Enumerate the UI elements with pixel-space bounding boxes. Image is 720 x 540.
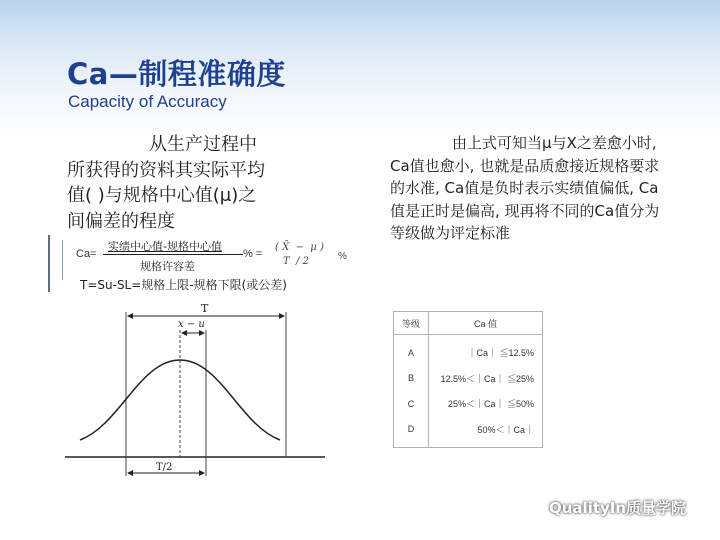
t-label: T: [201, 302, 209, 315]
half-t-label: T/2: [156, 462, 173, 473]
slide-subtitle: Capacity of Accuracy: [68, 92, 227, 111]
grade-cell: D: [394, 417, 429, 448]
slide-title: Ca—制程准确度: [67, 57, 286, 91]
watermark-text: QualityIn质量学院: [549, 498, 687, 517]
formula-numerator: 实绩中心值-规格中心值: [108, 240, 222, 253]
table-row: [394, 366, 543, 392]
formula-frac-top: ( X̄ − μ ): [275, 242, 324, 253]
table-row: [394, 417, 543, 448]
tolerance-definition: T=Su-SL=规格上限-规格下限(或公差): [80, 278, 287, 292]
left-accent-bar-thin: [62, 240, 63, 280]
grade-cell: B: [394, 366, 429, 392]
header-ca-value: Ca 值: [429, 312, 543, 335]
range-cell: 12.5%＜｜Ca｜ ≦25%: [440, 373, 534, 384]
table-row: [394, 391, 543, 417]
left-paragraph: 从生产过程中所获得的资料其实际平均值( )与规格中心值(μ)之间偏差的程度: [67, 134, 265, 232]
ca-grade-table: [393, 311, 543, 448]
table-row: [394, 335, 543, 366]
left-accent-bar: [48, 235, 50, 292]
range-cell: 25%＜｜Ca｜ ≦50%: [447, 399, 534, 410]
grade-cell: A: [394, 335, 429, 366]
range-cell: 50%＜｜Ca｜: [477, 424, 534, 435]
xu-label: x − u: [178, 319, 205, 330]
formula-fraction: [275, 241, 324, 269]
normal-distribution-diagram: [60, 300, 330, 490]
right-paragraph: 由上式可知当μ与X之差愈小时, Ca值也愈小, 也就是品质愈接近规格要求的水准, Ca值是负时表示实绩值偏低, Ca值是正时是偏高, 现再将不同的Ca值分为等级做为评定标准: [390, 134, 660, 242]
formula-percent-equals: % =: [243, 248, 263, 260]
watermark: [513, 496, 686, 518]
formula-fraction-bar: [103, 254, 243, 255]
formula-lhs: Ca=: [76, 248, 97, 260]
range-cell: ｜Ca｜ ≦12.5%: [467, 348, 534, 359]
wechat-icon: [513, 496, 543, 518]
formula-frac-bottom: T / 2: [283, 256, 309, 267]
header-grade: 等级: [394, 312, 429, 335]
formula-denominator: 规格许容差: [140, 260, 195, 273]
grade-cell: C: [394, 391, 429, 417]
formula-percent: %: [338, 251, 347, 262]
